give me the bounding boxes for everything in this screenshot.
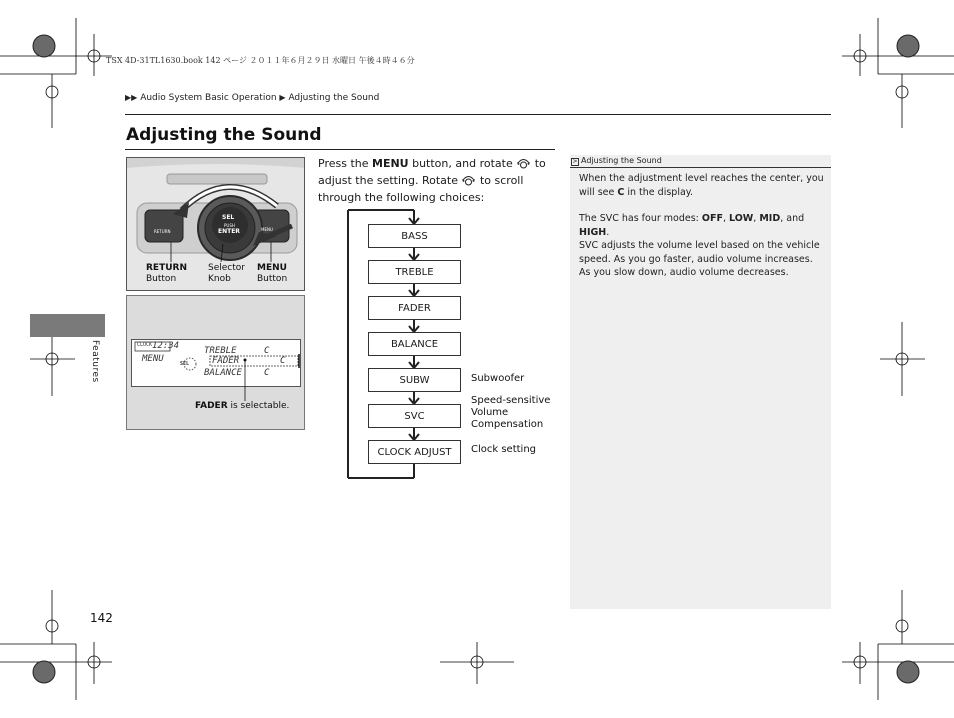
lcd-row-treble-value: C xyxy=(264,346,270,356)
display-figure xyxy=(126,295,305,430)
lcd-row-balance-value: C xyxy=(264,368,270,378)
display-caption xyxy=(195,401,289,411)
breadcrumb-item-adjusting-sound[interactable]: Adjusting the Sound xyxy=(288,93,380,103)
intro-part4: to scroll through the following choices: xyxy=(318,174,524,204)
lcd-row-fader: FADER xyxy=(212,356,240,366)
section-label: Features xyxy=(90,340,100,383)
intro-part1: Press the xyxy=(318,157,372,170)
flow-note-svc-line2: Volume xyxy=(471,407,509,418)
lcd-screen xyxy=(131,339,301,387)
flow-item-balance: BALANCE xyxy=(368,332,461,356)
sidebar-note-heading xyxy=(570,155,831,168)
lcd-row-fader-value: C xyxy=(280,356,286,366)
lcd-sel-text: SEL xyxy=(180,361,190,367)
return-button-label xyxy=(146,263,187,285)
title-rule xyxy=(125,149,555,150)
return-label-sub: Button xyxy=(146,274,177,284)
intro-part3: to adjust the setting. Rotate xyxy=(318,157,546,187)
knob-rotate-icon xyxy=(516,157,531,169)
menu-label-bold: MENU xyxy=(257,263,287,273)
flow-note-clock: Clock setting xyxy=(471,444,537,455)
mode-mid: MID xyxy=(759,213,781,224)
sidebar-note-title: Adjusting the Sound xyxy=(581,156,662,165)
flow-note-svc-line1: Speed-sensitive xyxy=(471,395,551,406)
menu-button-text: MENU xyxy=(261,227,273,232)
breadcrumb-arrow-icon: ▶ xyxy=(279,93,286,102)
settings-flowchart xyxy=(340,208,560,483)
breadcrumb-item-audio-system[interactable]: Audio System Basic Operation xyxy=(140,93,277,103)
note-paragraph-2 xyxy=(579,212,824,280)
breadcrumb-arrow-icon: ▶▶ xyxy=(125,93,138,102)
note-p2-end: . xyxy=(606,226,610,238)
knob-text-sel: SEL xyxy=(222,214,235,221)
intro-part2: button, and rotate xyxy=(408,157,517,170)
flow-note-svc-line3: Compensation xyxy=(471,419,544,430)
flow-item-svc: SVC xyxy=(368,404,461,428)
intro-menu-word: MENU xyxy=(372,157,409,170)
caption-rest: is selectable. xyxy=(227,401,290,411)
lcd-menu-text: MENU xyxy=(142,354,164,364)
lcd-row-treble: TREBLE xyxy=(204,346,237,356)
selector-label-line2: Knob xyxy=(208,274,231,284)
knob-text-enter: ENTER xyxy=(218,228,240,235)
page-title: Adjusting the Sound xyxy=(126,125,322,145)
note-sep2: , xyxy=(753,213,760,224)
section-tab[interactable] xyxy=(30,314,105,337)
flow-item-bass: BASS xyxy=(368,224,461,248)
page-number: 142 xyxy=(90,611,113,625)
console-figure xyxy=(126,157,305,291)
flow-item-treble: TREBLE xyxy=(368,260,461,284)
flow-item-subw: SUBW xyxy=(368,368,461,392)
note-p1-c: C xyxy=(617,186,625,198)
selector-label-line1: Selector xyxy=(208,263,245,273)
knob-text-push: PUSH xyxy=(224,223,235,228)
flow-note-svc xyxy=(471,395,550,431)
flow-item-clock-adjust: CLOCK ADJUST xyxy=(368,440,461,464)
knob-rotate-icon xyxy=(461,174,476,186)
note-p1-a: When the adjustment level reaches the center, you will see xyxy=(579,173,824,198)
menu-button-label xyxy=(257,263,287,285)
menu-label-sub: Button xyxy=(257,274,288,284)
breadcrumb xyxy=(125,93,379,103)
mode-high: HIGH xyxy=(579,226,607,238)
note-sep3: , and xyxy=(780,213,805,224)
selector-knob-label xyxy=(208,263,245,285)
flow-note-subwoofer: Subwoofer xyxy=(471,373,525,384)
print-header: TSX 4D-31TL1630.book 142 ページ ２０１１年６月２９日 水曜日 午後４時４６分 xyxy=(106,56,415,65)
mode-off: OFF xyxy=(701,213,723,224)
mode-low: LOW xyxy=(729,213,754,224)
header-rule xyxy=(125,114,831,115)
return-label-bold: RETURN xyxy=(146,263,187,273)
note-sep1: , xyxy=(722,213,730,224)
note-p2-a: The SVC has four modes: xyxy=(579,213,702,224)
sidebar-note xyxy=(570,155,831,609)
lcd-clock-label: CLOCK xyxy=(137,342,153,348)
return-button-text: RETURN xyxy=(154,229,171,234)
reference-icon: > xyxy=(572,158,578,165)
note-p1-b: in the display. xyxy=(624,186,694,198)
sidebar-note-body xyxy=(579,172,824,293)
note-p2-b: SVC adjusts the volume level based on the vehicle speed. As you go faster, audio volume increases. As you slow down, audio volume decreases. xyxy=(579,240,820,278)
note-paragraph-1 xyxy=(579,172,824,199)
flow-item-fader: FADER xyxy=(368,296,461,320)
lcd-row-balance: BALANCE xyxy=(204,368,242,378)
intro-paragraph xyxy=(318,155,556,206)
caption-fader: FADER xyxy=(195,401,228,411)
lcd-clock-time: 12:34 xyxy=(152,341,180,351)
